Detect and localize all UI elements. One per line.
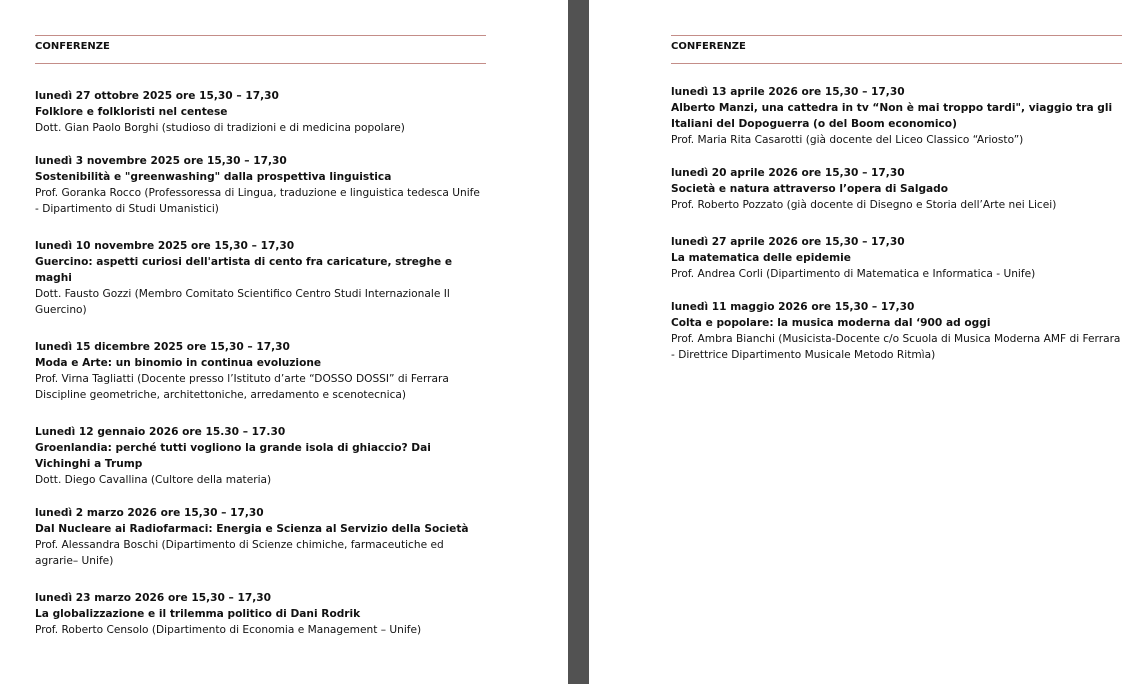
- event-title: Guercino: aspetti curiosi dell'artista di cento fra caricature, streghe e maghi: [35, 256, 453, 284]
- event-title: Colta e popolare: la musica moderna dal ‘900 ad oggi: [671, 317, 991, 329]
- section-title: CONFERENZE: [671, 41, 746, 52]
- event-date: lunedì 23 marzo 2026 ore 15,30 – 17,30: [35, 592, 272, 604]
- section-title: CONFERENZE: [35, 41, 110, 52]
- event-item: [35, 88, 486, 136]
- event-speaker: Prof. Ambra Bianchi (Musicista-Docente c/o Scuola di Musica Moderna AMF di Ferrara - Direttrice Dipartimento Musicale Metodo Ritmìa): [671, 333, 1121, 361]
- event-date: lunedì 10 novembre 2025 ore 15,30 – 17,30: [35, 240, 295, 252]
- event-item: [671, 299, 1122, 363]
- event-item: [35, 590, 486, 638]
- event-title: Groenlandia: perché tutti vogliono la grande isola di ghiaccio? Dai Vichinghi a Trump: [35, 442, 431, 470]
- event-speaker: Prof. Goranka Rocco (Professoressa di Lingua, traduzione e linguistica tedesca Unife - Dipartimento di Studi Umanistici): [35, 187, 480, 215]
- event-title: Folklore e folkloristi nel centese: [35, 106, 228, 118]
- event-date: lunedì 2 marzo 2026 ore 15,30 – 17,30: [35, 507, 264, 519]
- event-speaker: Dott. Gian Paolo Borghi (studioso di tradizioni e di medicina popolare): [35, 122, 405, 134]
- event-item: [35, 505, 486, 569]
- event-date: lunedì 13 aprile 2026 ore 15,30 – 17,30: [671, 86, 905, 98]
- event-speaker: Dott. Diego Cavallina (Cultore della materia): [35, 474, 272, 486]
- event-speaker: Prof. Maria Rita Casarotti (già docente del Liceo Classico “Ariosto”): [671, 134, 1024, 146]
- event-date: lunedì 3 novembre 2025 ore 15,30 – 17,30: [35, 155, 287, 167]
- event-item: [35, 153, 486, 217]
- event-title: Alberto Manzi, una cattedra in tv “Non è mai troppo tardi", viaggio tra gli Italiani del Dopoguerra (o del Boom economico): [671, 102, 1113, 130]
- document-page-right: [589, 0, 1135, 684]
- event-item: [671, 234, 1122, 282]
- event-date: lunedì 27 ottobre 2025 ore 15,30 – 17,30: [35, 90, 279, 102]
- event-list: [671, 64, 1122, 363]
- event-date: lunedì 20 aprile 2026 ore 15,30 – 17,30: [671, 167, 905, 179]
- header-rule-top: [671, 35, 1122, 36]
- event-speaker: Prof. Virna Tagliatti (Docente presso l’Istituto d’arte “DOSSO DOSSI” di Ferrara Discipline geometriche, architettoniche, arredamento e scenotecnica): [35, 373, 449, 401]
- event-title: La globalizzazione e il trilemma politico di Dani Rodrik: [35, 608, 361, 620]
- event-item: [35, 424, 486, 488]
- event-speaker: Prof. Alessandra Boschi (Dipartimento di Scienze chimiche, farmaceutiche ed agrarie– Unife): [35, 539, 444, 567]
- event-date: lunedì 15 dicembre 2025 ore 15,30 – 17,30: [35, 341, 290, 353]
- left-column: [35, 35, 486, 638]
- event-date: lunedì 27 aprile 2026 ore 15,30 – 17,30: [671, 236, 905, 248]
- event-speaker: Dott. Fausto Gozzi (Membro Comitato Scientifico Centro Studi Internazionale Il Guercino): [35, 288, 450, 316]
- event-title: Società e natura attraverso l’opera di Salgado: [671, 183, 949, 195]
- event-title: La matematica delle epidemie: [671, 252, 851, 264]
- event-speaker: Prof. Roberto Pozzato (già docente di Disegno e Storia dell’Arte nei Licei): [671, 199, 1057, 211]
- page-gutter: [568, 0, 589, 684]
- right-column: [671, 35, 1122, 363]
- header-rule-top: [35, 35, 486, 36]
- event-item: [671, 84, 1122, 148]
- event-title: Moda e Arte: un binomio in continua evoluzione: [35, 357, 322, 369]
- event-item: [671, 165, 1122, 213]
- event-speaker: Prof. Roberto Censolo (Dipartimento di Economia e Management – Unife): [35, 624, 422, 636]
- event-item: [35, 339, 486, 403]
- event-date: lunedì 11 maggio 2026 ore 15,30 – 17,30: [671, 301, 915, 313]
- event-item: [35, 238, 486, 318]
- event-date: Lunedì 12 gennaio 2026 ore 15.30 – 17.30: [35, 426, 286, 438]
- event-speaker: Prof. Andrea Corli (Dipartimento di Matematica e Informatica - Unife): [671, 268, 1036, 280]
- event-title: Sostenibilità e "greenwashing" dalla prospettiva linguistica: [35, 171, 392, 183]
- event-title: Dal Nucleare ai Radiofarmaci: Energia e Scienza al Servizio della Società: [35, 523, 469, 535]
- event-list: [35, 64, 486, 638]
